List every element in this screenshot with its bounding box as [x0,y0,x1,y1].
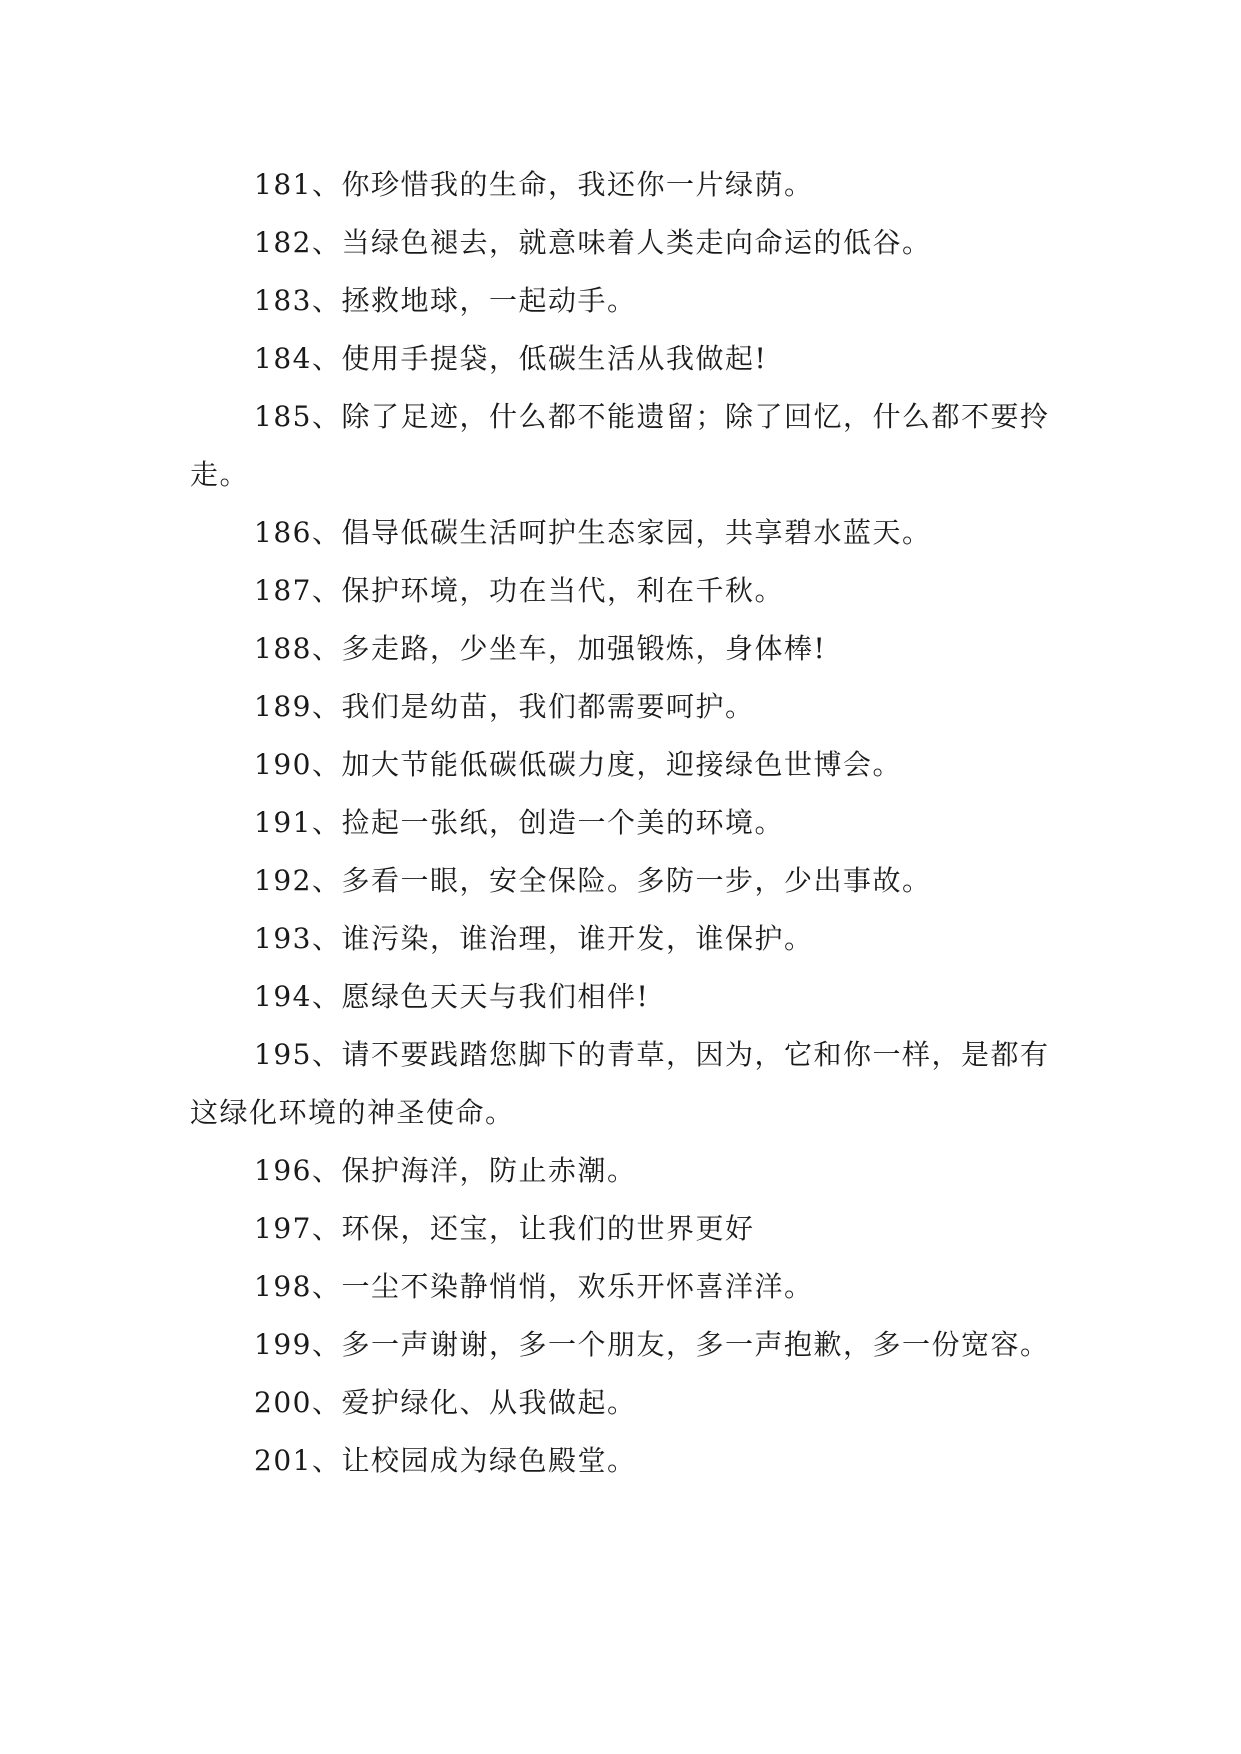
slogan-189: 189、我们是幼苗，我们都需要呵护。 [254,690,755,723]
slogan-183: 183、拯救地球，一起动手。 [254,284,637,317]
slogan-186: 186、倡导低碳生活呵护生态家园，共享碧水蓝天。 [254,516,932,549]
slogan-187: 187、保护环境，功在当代，利在千秋。 [254,574,784,607]
slogan-197: 197、环保，还宝，让我们的世界更好 [254,1212,755,1245]
slogan-182: 182、当绿色褪去，就意味着人类走向命运的低谷。 [254,226,932,259]
slogan-192: 192、多看一眼，安全保险。多防一步，少出事故。 [254,864,932,897]
slogan-196: 196、保护海洋，防止赤潮。 [254,1154,637,1187]
slogan-190: 190、加大节能低碳低碳力度，迎接绿色世博会。 [254,748,902,781]
slogan-198: 198、一尘不染静悄悄，欢乐开怀喜洋洋。 [254,1270,814,1303]
slogan-188: 188、多走路，少坐车，加强锻炼，身体棒! [254,632,827,665]
slogan-201: 201、让校园成为绿色殿堂。 [254,1444,637,1477]
slogan-200: 200、爱护绿化、从我做起。 [254,1386,637,1419]
slogan-195: 195、请不要践踏您脚下的青草，因为，它和你一样，是都有这绿化环境的神圣使命。 [190,1038,1050,1129]
slogan-184: 184、使用手提袋，低碳生活从我做起! [254,342,768,375]
slogan-191: 191、捡起一张纸，创造一个美的环境。 [254,806,784,839]
slogan-199: 199、多一声谢谢，多一个朋友，多一声抱歉，多一份宽容。 [254,1328,1050,1361]
slogan-193: 193、谁污染，谁治理，谁开发，谁保护。 [254,922,814,955]
slogan-185: 185、除了足迹，什么都不能遗留；除了回忆，什么都不要拎走。 [190,400,1050,491]
slogan-194: 194、愿绿色天天与我们相伴! [254,980,650,1013]
document-page [190,156,1060,1490]
slogan-181: 181、你珍惜我的生命，我还你一片绿荫。 [254,168,814,201]
